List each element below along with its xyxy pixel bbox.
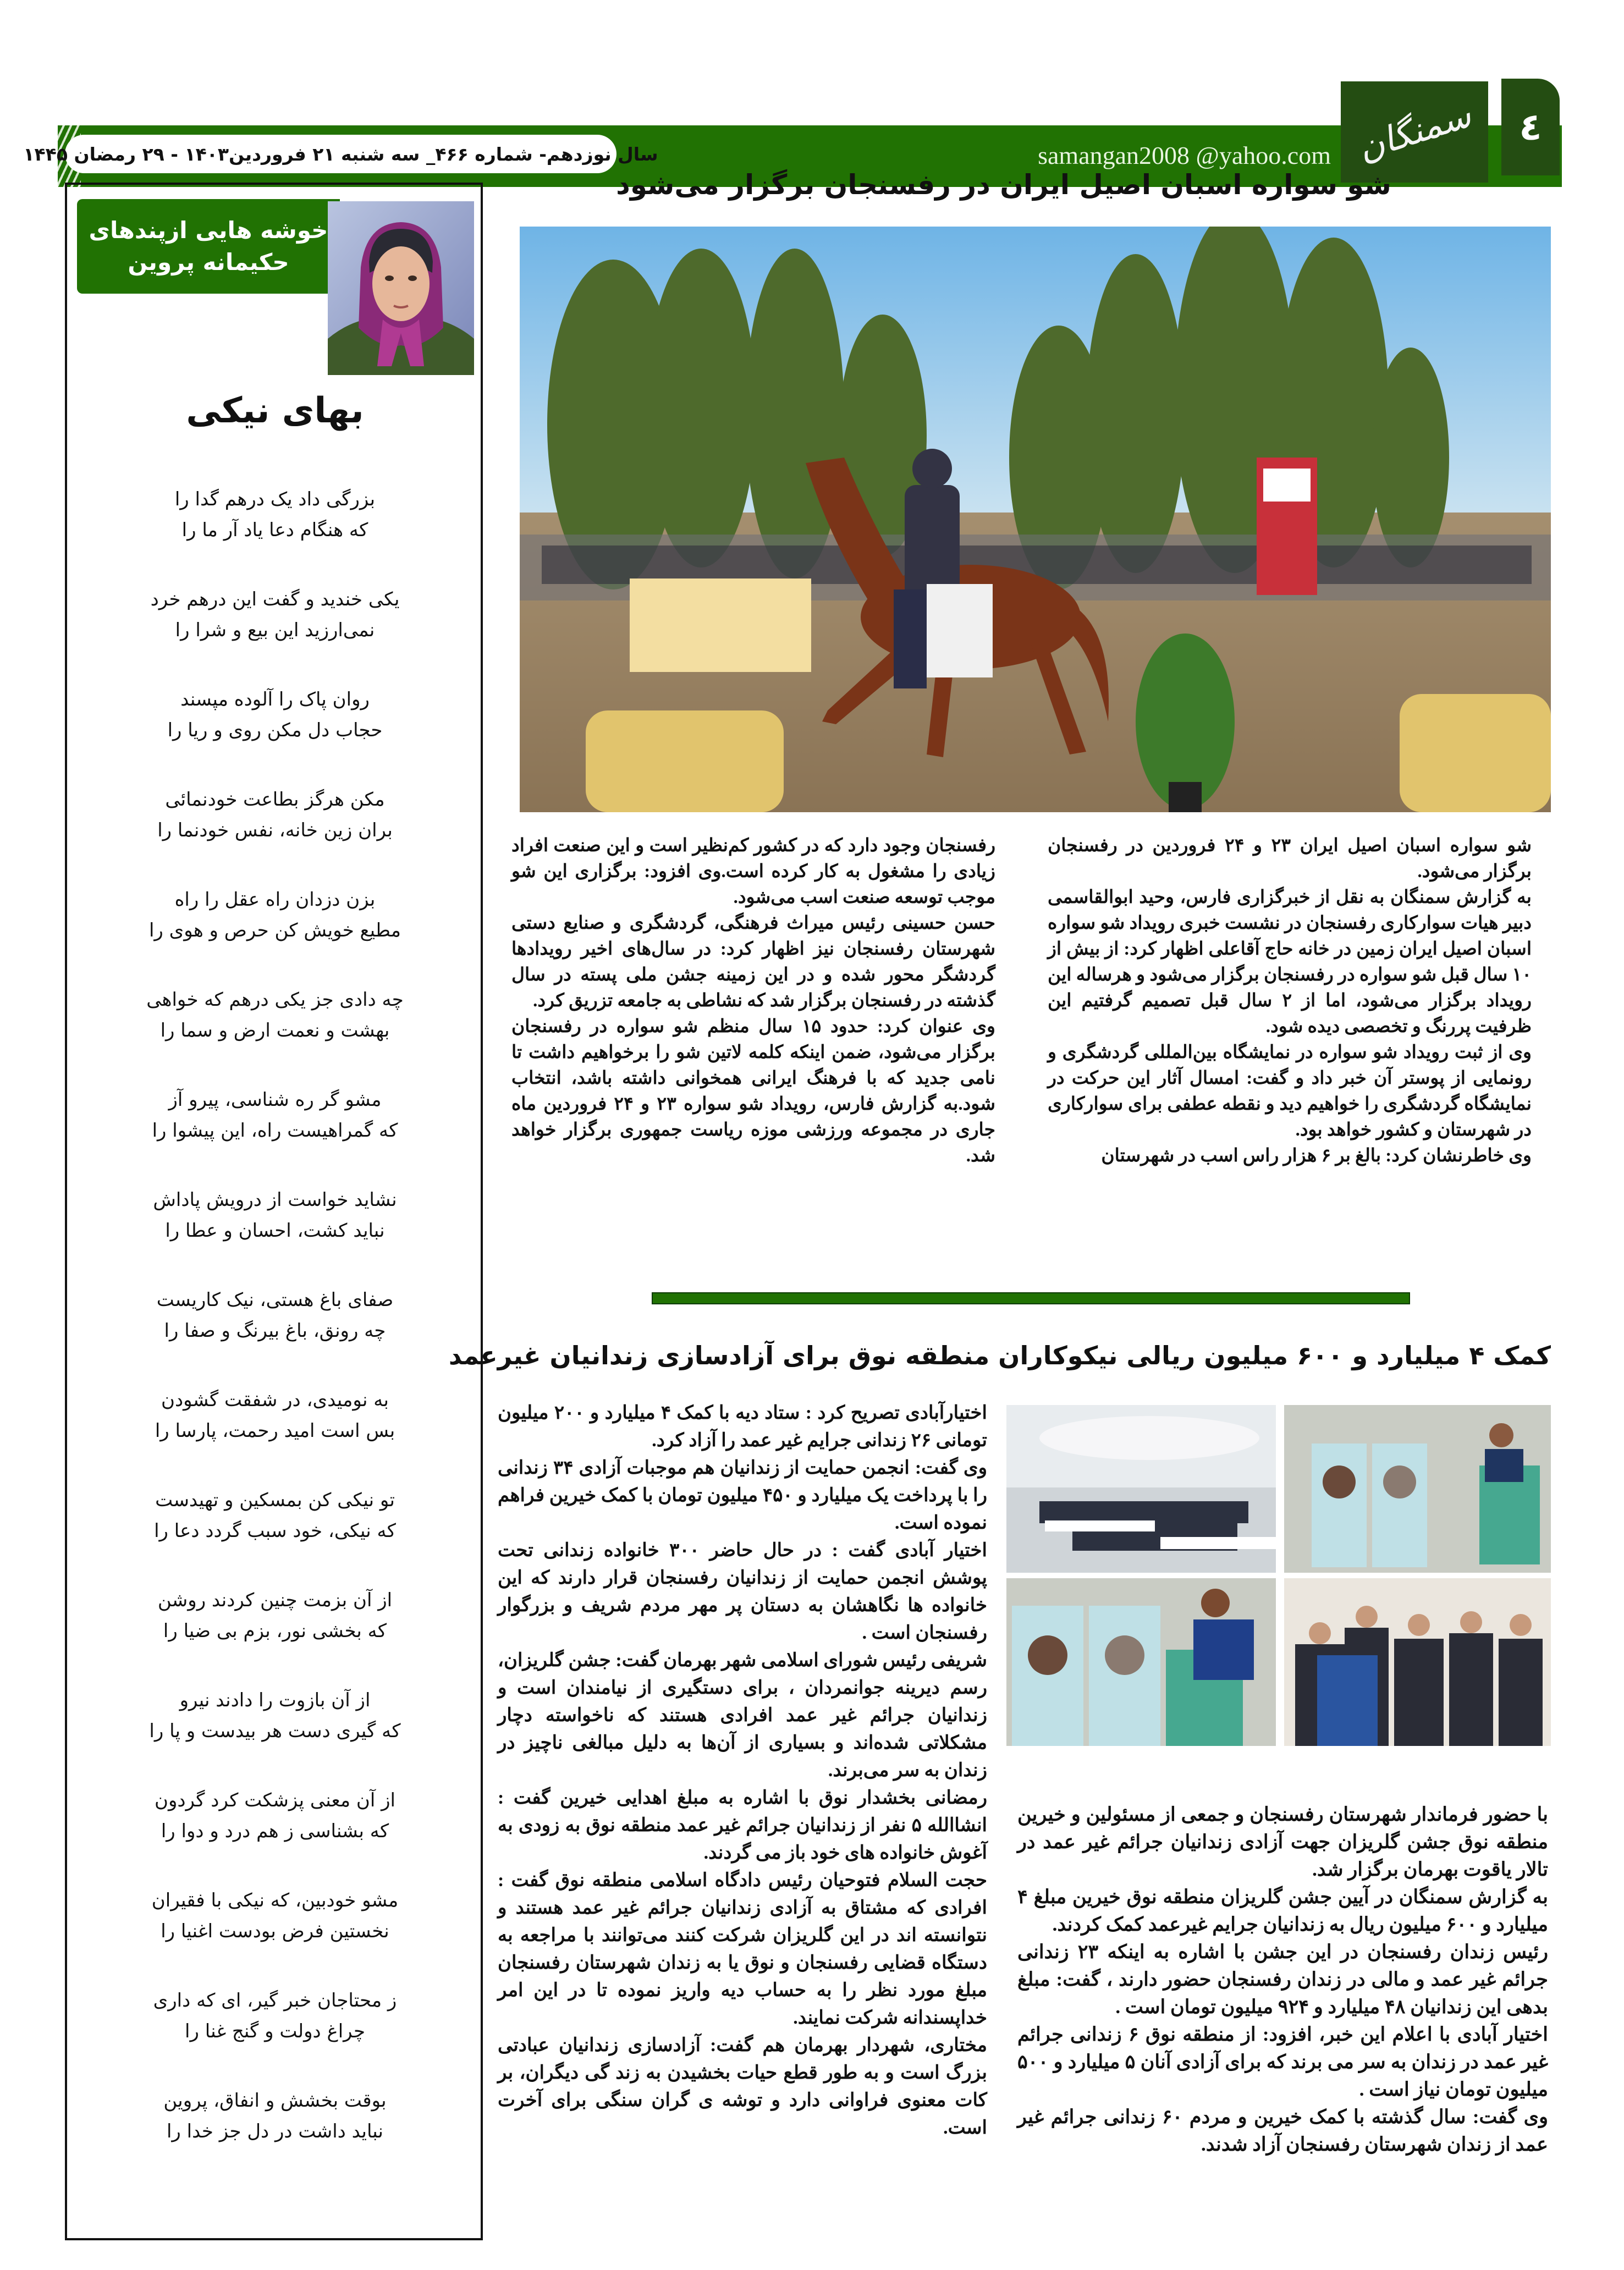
poem-line: حجاب دل مکن روی و ریا را xyxy=(167,719,383,741)
article-paragraph: اختیار آبادی با اعلام این خبر، افزود: از منطقه نوق ۶ زندانی جرائم غیر عمد در زندان به سر می برند که برای آزادی آنان ۵ میلیارد و ۵۰۰ میلیون تومان نیاز است . xyxy=(1017,2024,1548,2100)
article-paragraph: اختیار آبادی گفت : در حال حاضر ۳۰۰ خانواده زندانی تحت پوشش انجمن حمایت از زندانیان رفسنجان قرار دارند که این خانواده ها نگاهشان به دستان پر مهر مردم شریف و بزرگوار رفسنجان است . xyxy=(498,1540,987,1643)
poem-line: نباید داشت در دل جز خدا را xyxy=(166,2120,384,2142)
poem-banner xyxy=(77,199,340,294)
contact-email[interactable]: samangan2008 @yahoo.com xyxy=(1038,141,1331,169)
poem-line: مشو خودبین، که نیکی با فقیران xyxy=(151,1889,399,1911)
poem-line: ز محتاجان خبر گیر، ای که داری xyxy=(153,1990,397,2012)
poem-stanza xyxy=(77,584,473,646)
article-paragraph: با حضور فرماندار شهرستان رفسنجان و جمعی از مسئولین و خیرین منطقه نوق جشن گلریزان جهت آزادی زندانیان جرائم غیر عمد در تالار یاقوت بهرمان برگزار شد. xyxy=(1017,1804,1548,1880)
article-paragraph: وی عنوان کرد: حدود ۱۵ سال منظم شو سواره در رفسنجان برگزار می‌شود، ضمن اینکه کلمه لاتین شو را برخواهیم داشت تا نامی جدید که با فرهنگ ایرانی همخوانی داشته باشد، انتخاب شود.به گزارش فارس، رویداد شو سواره ۲۳ و ۲۴ فروردین ماه جاری در مجموعه ورزشی موزه ریاست جمهوری برگزار خواهد شد. xyxy=(511,1017,995,1166)
poem-stanza xyxy=(77,2085,473,2147)
poem-banner-text: خوشه هایی ازپندهای حکیمانه پروین xyxy=(89,217,328,276)
poem-line: یکی خندید و گفت این درهم خرد xyxy=(150,588,400,610)
hall-audience-illustration xyxy=(1006,1405,1276,1573)
poem-line: مکن هرگز بطاعت خودنمائی xyxy=(165,789,385,811)
poem-stanza xyxy=(77,484,473,546)
poem-body xyxy=(77,484,473,2185)
poem-line: که گیری دست هر بیدست و پا را xyxy=(149,1720,401,1742)
article-paragraph: وی از ثبت رویداد شو سواره در نمایشگاه بین‌المللی گردشگری و رونمایی از پوستر آن خبر داد و گفت: امسال آثار این حرکت در نمایشگاه گردشگری را خواهیم دید و نقطه عطفی برای سوارکاری در شهرستان و کشور خواهد بود. xyxy=(1048,1043,1532,1140)
article-paragraph: وی گفت: انجمن حمایت از زندانیان هم موجبات آزادی ۳۴ زندانی را با پرداخت یک میلیارد و ۴۵۰ میلیون تومان با کمک خیرین فراهم نموده است. xyxy=(498,1458,987,1533)
article2-column-right xyxy=(1017,1801,1548,2158)
poem-line: روان پاک را آلوده مپسند xyxy=(180,688,370,710)
speaker-podium-illustration xyxy=(1006,1578,1276,1746)
article-paragraph: شو سواره اسبان اصیل ایران ۲۳ و ۲۴ فروردین در رفسنجان برگزار می‌شود. xyxy=(1048,836,1532,881)
poem-stanza xyxy=(77,1084,473,1146)
article-paragraph: به گزارش سمنگان به نقل از خبرگزاری فارس، وحید ابوالقاسمی دبیر هیات سوارکاری رفسنجان در نشست خبری رویداد شو سواره اسبان اصیل ایران زمین در خانه حاج آقاعلی اظهار کرد: از بیش از ۱۰ سال قبل شو سواره در رفسنجان برگزار می‌شود و هرساله این رویداد برگزار می‌شود، اما از ۲ سال قبل تصمیم گرفتیم این ظرفیت پررنگ و تخصصی دیده شود. xyxy=(1048,888,1532,1037)
poem-line: مشو گر ره شناسی، پیرو آز xyxy=(168,1089,382,1111)
poem-line: به نومیدی، در شفقت گشودن xyxy=(161,1389,389,1411)
poem-line: که هنگام دعا یاد آر ما را xyxy=(181,519,368,541)
article-paragraph: حسن حسینی رئیس میراث فرهنگی، گردشگری و صنایع دستی شهرستان رفسنجان نیز اظهار کرد: در سال‌های اخیر رویدادها گردشگر محور شده و در این زمینه جشن ملی پسته در سال گذشته در رفسنجان برگزار شد که نشاطی به جامعه تزریق کرد. xyxy=(511,913,995,1011)
poet-portrait-image xyxy=(328,201,474,375)
section-divider xyxy=(652,1292,1410,1304)
poem-line: چراغ دولت و گنج غنا را xyxy=(185,2020,365,2042)
poem-line: نمی‌ارزید این بیع و شرا را xyxy=(175,619,375,641)
poem-line: بوقت بخشش و انفاق، پروین xyxy=(163,2090,387,2112)
article2-column-left xyxy=(498,1400,987,2142)
event-photo-speaker-2 xyxy=(1006,1578,1276,1746)
speaker-podium-illustration xyxy=(1284,1405,1551,1573)
event-photo-speaker-1 xyxy=(1284,1405,1551,1573)
poem-line: بهشت و نعمت ارض و سما را xyxy=(160,1020,390,1042)
poem-stanza xyxy=(77,1184,473,1246)
portrait-illustration xyxy=(328,201,474,375)
poem-line: نخستین فرض بودست اغنیا را xyxy=(161,1920,389,1942)
article-paragraph: به گزارش سمنگان در آیین جشن گلریزان منطقه نوق خیرین مبلغ ۴ میلیارد و ۶۰۰ میلیون ریال به زندانیان جرایم غیرعمد کمک کردند. xyxy=(1017,1886,1548,1935)
poem-line: چه رونق، باغ بیرنگ و صفا را xyxy=(164,1320,386,1342)
poem-title: بهای نیکی xyxy=(186,390,364,431)
poem-line: چه دادی جز یکی درهم که خواهی xyxy=(146,989,404,1011)
article-paragraph: مختاری، شهردار بهرمان هم گفت: آزادسازی زندانیان عبادتی بزرگ است و به طور قطع حیات بخشیدن به زند گی دیگران، بر کات معنوی فراوانی دارد و توشه ی گران سنگی برای آخرت است. xyxy=(498,2035,987,2138)
horse-show-photo xyxy=(520,227,1551,812)
article-paragraph: اختیارآبادی تصریح کرد : ستاد دیه با کمک ۴ میلیارد و ۲۰۰ میلیون تومانی ۲۶ زندانی جرایم غیر عمد را آزاد کرد. xyxy=(498,1403,987,1451)
poem-line: از آن بازوت را دادند نیرو xyxy=(179,1689,371,1711)
poem-stanza xyxy=(77,1585,473,1646)
poem-stanza xyxy=(77,1485,473,1546)
poem-line: از آن بزمت چنین کردند روشن xyxy=(157,1589,393,1611)
horse-show-illustration xyxy=(520,227,1551,812)
issue-info-pill xyxy=(23,135,658,173)
poem-line: بران زین خانه، نفس خودنما را xyxy=(157,819,393,841)
poem-line: مطیع خویش کن حرص و هوی را xyxy=(148,919,401,941)
poem-stanza xyxy=(77,1685,473,1746)
article1-column-right xyxy=(1048,833,1532,1169)
logo-text: سمنگان xyxy=(1352,95,1477,169)
poem-line: صفای باغ هستی، نیک کاریست xyxy=(156,1289,394,1311)
article-paragraph: رئیس زندان رفسنجان در این جشن با اشاره به اینکه ۲۳ زندانی جرائم غیر عمد و مالی در زندان رفسنجان حضور دارند ، گفت: مبلغ بدهی این زندانیان ۴۸ میلیارد و ۹۲۴ میلیون تومان است . xyxy=(1017,1941,1548,2018)
poem-stanza xyxy=(77,1385,473,1446)
article2-headline: کمک ۴ میلیارد و ۶۰۰ میلیون ریالی نیکوکاران منطقه نوق برای آزادسازی زندانیان غیرعمد xyxy=(448,1341,1551,1370)
poem-line: نباید کشت، احسان و عطا را xyxy=(165,1220,385,1242)
poem-stanza xyxy=(77,1285,473,1346)
poem-stanza xyxy=(77,784,473,846)
poem-stanza xyxy=(77,1885,473,1947)
event-photo-guests xyxy=(1284,1578,1551,1746)
event-photo-hall xyxy=(1006,1405,1276,1573)
poem-line: از آن معنی پزشکت کرد گردون xyxy=(155,1789,395,1811)
poem-line: بس است امید رحمت، پارسا را xyxy=(155,1420,395,1442)
article-paragraph: وی گفت: سال گذشته با کمک خیرین و مردم ۶۰ زندانی جرائم غیر عمد از زندان شهرستان رفسنجان آزاد شدند. xyxy=(1017,2106,1548,2155)
poem-line: که گمراهیست راه، این پیشوا را xyxy=(152,1120,398,1142)
poem-line: که نیکی، خود سبب گردد دعا را xyxy=(154,1520,396,1542)
poem-line: نشاید خواست از درویش پاداش xyxy=(153,1189,397,1211)
article1-headline: شو سواره اسبان اصیل ایران در رفسنجان برگزار می‌شود xyxy=(616,169,1391,201)
article-paragraph: رفسنجان وجود دارد که در کشور کم‌نظیر است و این صنعت افراد زیادی را مشغول به کار کرده است.وی افزود: برگزاری این شو موجب توسعه صنعت اسب می‌شود. xyxy=(511,836,995,907)
issue-info: سال نوزدهم- شماره ۴۶۶_ سه شنبه ۲۱ فروردین۱۴۰۳ - ۲۹ رمضان ۱۴۴۵ xyxy=(23,143,658,165)
poem-line: بزن دزدان راه عقل را راه xyxy=(174,889,376,911)
seated-guests-illustration xyxy=(1284,1578,1551,1746)
poem-stanza xyxy=(77,884,473,946)
article-paragraph: رمضانی بخشدار نوق با اشاره به مبلغ اهدایی خیرین گفت : انشاالله ۵ نفر از زندانیان جرائم غیر عمد منطقه نوق به زودی به آغوش خانواده های خود باز می گردند. xyxy=(498,1788,987,1863)
page-number: ٤ xyxy=(1519,105,1542,149)
poem-line: بزرگی داد یک درهم گدا را xyxy=(174,488,376,510)
poem-line: که بخشی نور، بزم بی ضیا را xyxy=(163,1620,387,1642)
poem-stanza xyxy=(77,984,473,1046)
poem-stanza xyxy=(77,684,473,746)
page-number-box xyxy=(1501,79,1560,175)
article1-column-left xyxy=(511,833,995,1169)
article-paragraph: وی خاطرنشان کرد: بالغ بر ۶ هزار راس اسب در شهرستان xyxy=(1101,1146,1532,1166)
article-paragraph: حجت السلام فتوحیان رئیس دادگاه اسلامی منطقه نوق گفت : افرادی که مشتاق به آزادی زندانیان جرائم غیر عمد هستند و نتوانسته اند در این گلریزان شرکت کنند می‌توانند با مراجعه به دستگاه قضایی رفسنجان و نوق یا به زندان شهرستان رفسنجان مبلغ مورد نظر را به حساب دیه واریز نموده تا در این امر خداپسندانه شرکت نمایند. xyxy=(498,1870,987,2028)
poem-line: تو نیکی کن بمسکین و تهیدست xyxy=(155,1489,395,1511)
poem-line: که بشناسی ز هم درد و دوا را xyxy=(161,1820,389,1842)
poem-stanza xyxy=(77,1985,473,2047)
article-paragraph: شریفی رئیس شورای اسلامی شهر بهرمان گفت: جشن گلریزان، رسم دیرینه جوانمردان ، برای دستگیری از نیامندان است و زندانیان جرائم غیر عمد افرادی هستند که ناخواسته دچار مشکلاتی شده‌اند و بسیاری از آن‌ها به دلیل مبالغی ناچیز در زندان به سر می‌برند. xyxy=(498,1650,987,1781)
poem-stanza xyxy=(77,1785,473,1847)
